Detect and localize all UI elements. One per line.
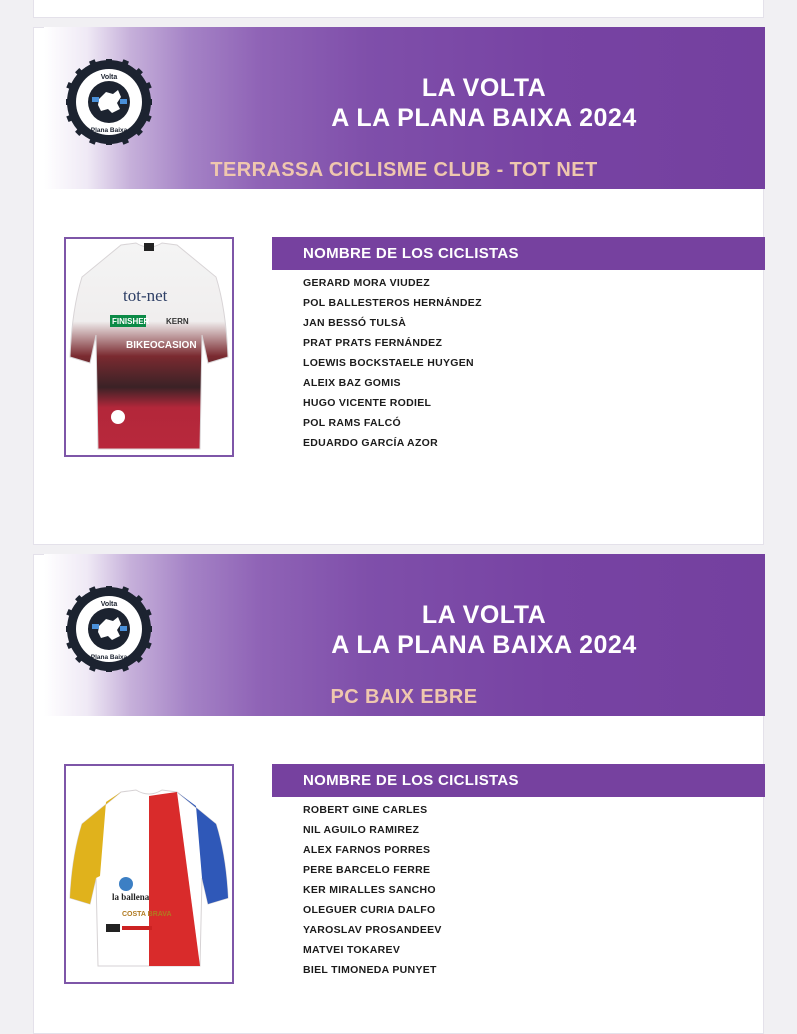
rider-name: EDUARDO GARCÍA AZOR — [303, 437, 439, 449]
riders-list-header: NOMBRE DE LOS CICLISTAS — [272, 764, 765, 797]
riders-list-header: NOMBRE DE LOS CICLISTAS — [272, 237, 765, 270]
rider-name: MATVEI TOKAREV — [303, 944, 401, 956]
jersey-pc-baix-ebre-icon — [66, 766, 232, 982]
rider-name: ROBERT GINE CARLES — [303, 804, 428, 816]
rider-name: OLEGUER CURIA DALFO — [303, 904, 436, 916]
rider-name: PERE BARCELO FERRE — [303, 864, 431, 876]
card-banner — [44, 27, 765, 189]
team-name: TERRASSA CICLISME CLUB - TOT NET — [210, 159, 598, 181]
team-name: PC BAIX EBRE — [330, 686, 478, 708]
riders-list — [303, 273, 482, 453]
previous-card-edge — [33, 0, 764, 18]
logo-text-top: Volta — [100, 601, 118, 608]
card-banner — [44, 554, 765, 716]
rider-name: LOEWIS BOCKSTAELE HUYGEN — [303, 357, 474, 369]
jersey-sponsor-main: tot-net — [123, 286, 168, 305]
volta-plana-baixa-logo-icon — [66, 59, 152, 145]
jersey-sponsor-bikeocasion: BIKEOCASION — [126, 340, 197, 351]
rider-name: KER MIRALLES SANCHO — [303, 884, 436, 896]
race-title-line1: LA VOLTA — [421, 74, 547, 102]
logo-text-bottom: Plana Baixa — [90, 654, 128, 661]
rider-name: POL RAMS FALCÓ — [303, 417, 401, 429]
team-card — [33, 554, 764, 1034]
volta-plana-baixa-logo-icon — [66, 586, 152, 672]
logo-text-bottom: Plana Baixa — [90, 127, 128, 134]
rider-name: HUGO VICENTE RODIEL — [303, 397, 432, 409]
jersey-sponsor-costa-brava: COSTA BRAVA — [122, 911, 172, 918]
jersey-image — [64, 764, 234, 984]
rider-name: BIEL TIMONEDA PUNYET — [303, 964, 437, 976]
race-title-line2: A LA PLANA BAIXA 2024 — [331, 104, 637, 132]
jersey-terrassa-icon — [66, 239, 232, 455]
jersey-sponsor-main: la ballena — [112, 892, 150, 902]
rider-name: NIL AGUILO RAMIREZ — [303, 824, 420, 836]
rider-name: POL BALLESTEROS HERNÁNDEZ — [303, 297, 482, 309]
jersey-image — [64, 237, 234, 457]
rider-name: GERARD MORA VIUDEZ — [303, 277, 430, 289]
rider-name: YAROSLAV PROSANDEEV — [303, 924, 442, 936]
riders-list — [303, 800, 442, 980]
logo-text-top: Volta — [100, 74, 118, 81]
rider-name: ALEIX BAZ GOMIS — [303, 377, 401, 389]
race-title-line2: A LA PLANA BAIXA 2024 — [331, 631, 637, 659]
race-title-line1: LA VOLTA — [421, 601, 547, 629]
rider-name: ALEX FARNOS PORRES — [303, 844, 431, 856]
rider-name: JAN BESSÓ TULSÀ — [303, 317, 407, 329]
rider-name: PRAT PRATS FERNÁNDEZ — [303, 337, 443, 349]
team-card — [33, 27, 764, 545]
jersey-sponsor-finisher: FINISHER — [112, 317, 150, 326]
jersey-sponsor-kern: KERN — [166, 317, 189, 326]
